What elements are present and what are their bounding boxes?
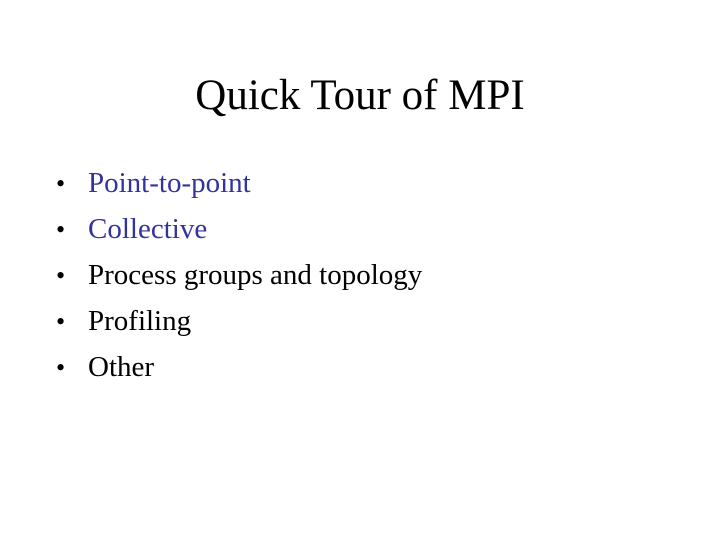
slide-title: Quick Tour of MPI [195,72,525,119]
bullet-item-profiling [56,298,422,344]
bullet-link-point-to-point[interactable]: Point-to-point [88,167,251,199]
bullet-text-profiling: Profiling [88,305,192,337]
bullet-item-collective[interactable] [56,206,422,252]
bullet-item-other [56,344,422,390]
bullet-item-point-to-point[interactable] [56,160,422,206]
bullet-text-process-groups: Process groups and topology [88,259,423,291]
bullet-item-process-groups [56,252,422,298]
bullet-dot-icon: • [56,261,66,290]
bullet-list [56,160,422,390]
bullet-text-other: Other [88,351,155,383]
bullet-dot-icon: • [56,307,66,336]
bullet-dot-icon: • [56,215,66,244]
bullet-dot-icon: • [56,169,66,198]
bullet-dot-icon: • [56,353,66,382]
bullet-link-collective[interactable]: Collective [88,213,208,245]
